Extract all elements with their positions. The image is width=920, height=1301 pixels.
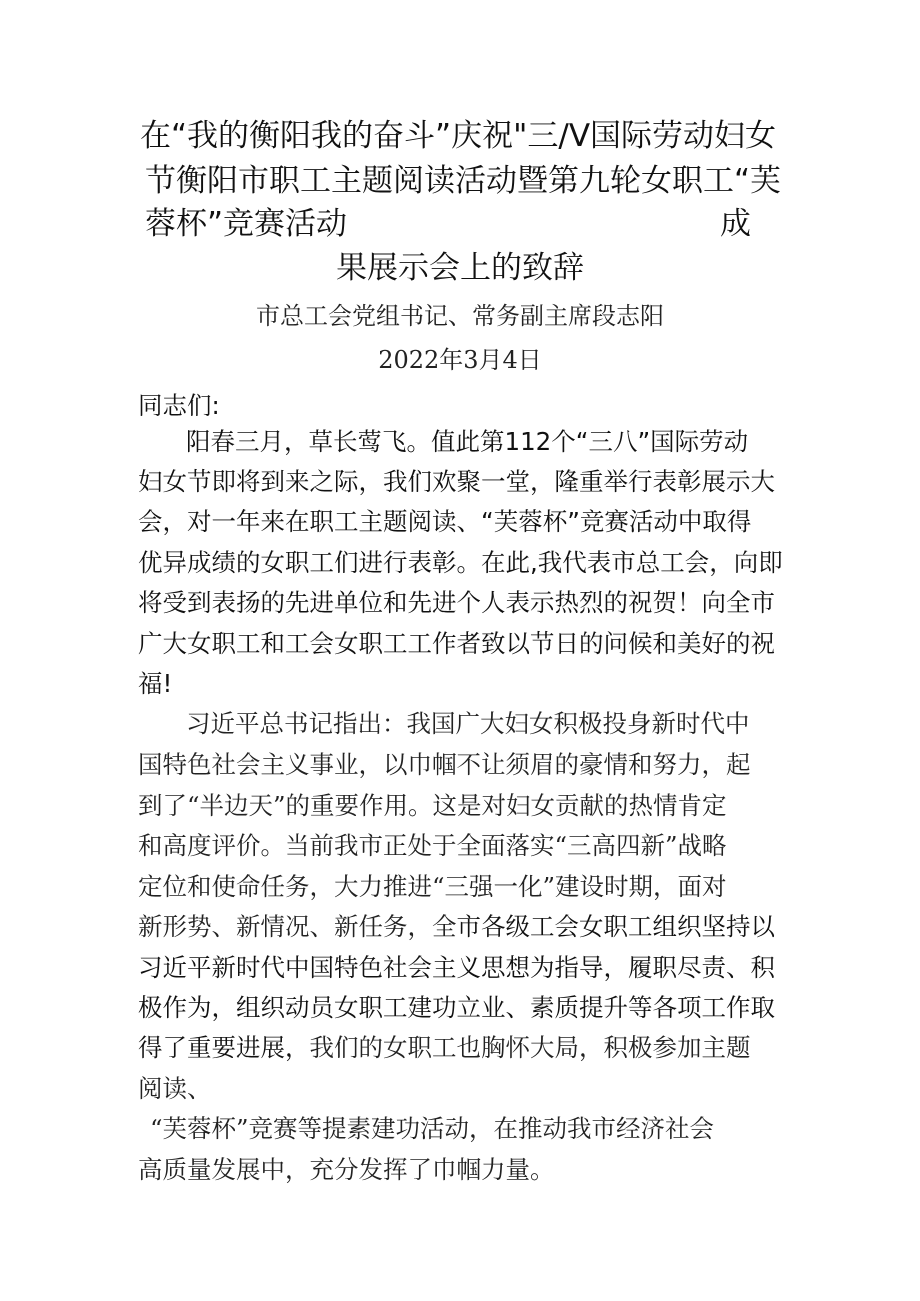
p2-line-9-serif: 我们的女职工也胸怀大局，积极参加主题 xyxy=(309,1033,751,1062)
salutation: 同志们: xyxy=(138,391,220,420)
p2-line-8: 极作为，组织动员女职工建功立业、素质提升等各项工作取 xyxy=(138,993,775,1022)
p1-line-3: 会，对一年来在职工主题阅读、“芙蓉杯”竞赛活动中取得 xyxy=(138,507,752,536)
p1-line-5: 将受到表扬的先进单位和先进个人表示热烈的祝贺！向全市 xyxy=(138,588,775,617)
p2-line-12: 高质量发展中，充分发挥了巾帼力量。 xyxy=(138,1155,555,1184)
p2-line-6-sans: 市各级工会女职工组织坚持以 xyxy=(456,912,775,941)
p2-line-2: 国特色社会主义事业，以巾帼不让须眉的豪情和努力，起 xyxy=(138,750,751,779)
p2-line-9 xyxy=(138,1032,751,1064)
title-line-2: 节衡阳市职工主题阅读活动暨第九轮女职工“芙 xyxy=(145,163,782,199)
title-line-1: 在“我的衡阳我的奋斗”庆祝"三/V国际劳动妇女 xyxy=(140,118,777,154)
p1-line-4: 优异成绩的女职工们进行表彰。在此,我代表市总工会，向即 xyxy=(138,548,783,577)
p2-line-7: 习近平新时代中国特色社会主义思想为指导，履职尽责、积 xyxy=(138,953,775,982)
p2-line-5: 定位和使命任务，大力推进“三强一化”建设时期，面对 xyxy=(138,872,727,901)
p2-line-6-serif: 新形势、新情况、新任务，全 xyxy=(138,912,457,941)
p2-line-10: 阅读、 xyxy=(138,1074,212,1103)
p1-line-7: 福! xyxy=(138,669,173,698)
p2-line-1: 习近平总书记指出：我国广大妇女积极投身新时代中 xyxy=(186,709,750,738)
title-line-4: 果展示会上的致辞 xyxy=(336,250,584,286)
p2-line-9-sans: 得了重要进展， xyxy=(138,1033,310,1062)
speaker-line: 市总工会党组书记、常务副主席段志阳 xyxy=(256,302,664,330)
title-line-3-tail: 成 xyxy=(720,206,751,242)
p1-line-6: 广大女职工和工会女职工工作者致以节日的问候和美好的祝 xyxy=(138,629,775,658)
p1-line-1: 阳春三月，草长莺飞。值此第112个“三八”国际劳动 xyxy=(186,427,749,456)
p2-line-4: 和高度评价。当前我市正处于全面落实“三高四新”战略 xyxy=(138,831,727,860)
p2-line-6 xyxy=(138,911,775,943)
p1-line-2: 妇女节即将到来之际，我们欢聚一堂，隆重举行表彰展示大 xyxy=(138,467,775,496)
p2-line-11: “芙蓉杯”竞赛等提素建功活动，在推动我市经济社会 xyxy=(150,1114,715,1143)
title-line-3: 蓉杯”竞赛活动 xyxy=(145,206,348,242)
date-line: 2022年3月4日 xyxy=(378,346,542,374)
p2-line-3: 到了“半边天”的重要作用。这是对妇女贡献的热情肯定 xyxy=(138,791,727,820)
